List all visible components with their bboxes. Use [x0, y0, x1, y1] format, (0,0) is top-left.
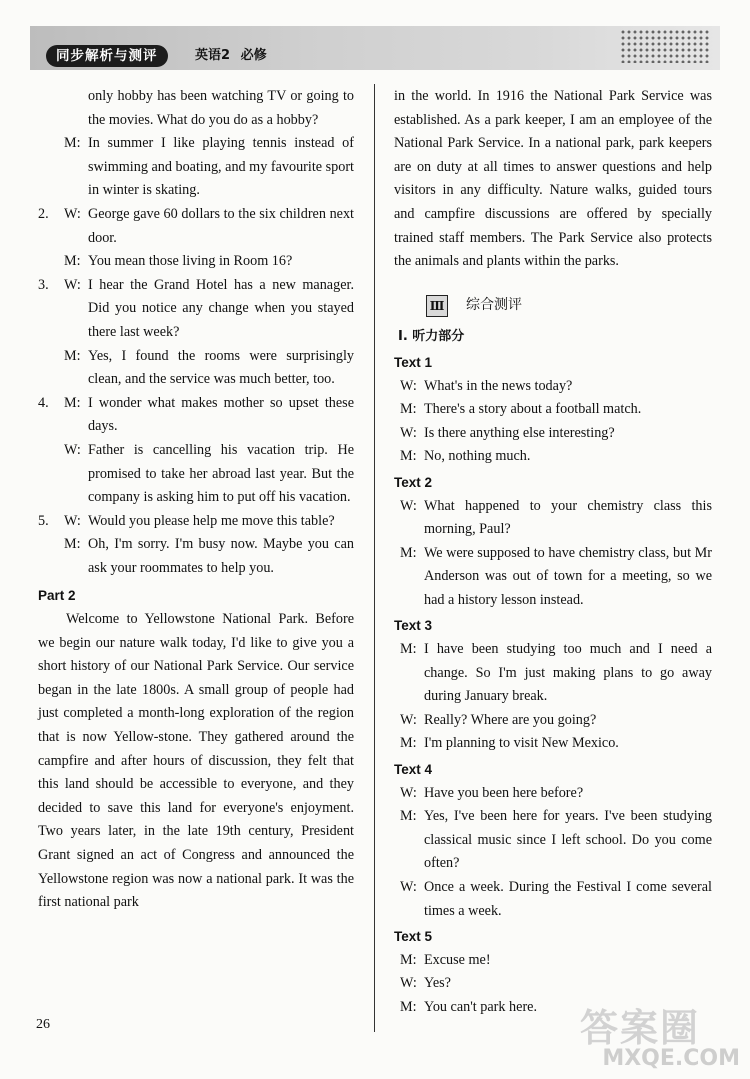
- book-title: 同步解析与测评: [46, 45, 168, 67]
- dialogue-text: Yes, I've been here for years. I've been studying classical music since I left school. Do you come often?: [424, 808, 712, 872]
- part2-passage: Welcome to Yellowstone National Park. Before we begin our nature walk today, I'd like to give you a short history of our National Park Service. Our service began in the late 1800s. A small group of people had just completed a month-long exploration of the region that is now Yellow-stone. They gathered around the campfire and after hours of discussion, they felt that this land should be accessible to everyone, and they decided to save this land for everyone's enjoyment. Two years later, in the late 19th century, President Grant signed an act of Congress and announced the Yellowstone region was now a national park. It was the first national park: [38, 611, 354, 911]
- speaker: W:: [400, 879, 417, 895]
- dialogue-text: Really? Where are you going?: [424, 711, 597, 728]
- speaker: M:: [400, 951, 417, 968]
- dialogue-text: We were supposed to have chemistry class, but Mr Anderson was out of town for a meeting, so we had a history lesson instead.: [424, 544, 712, 608]
- dialogue-line: [38, 132, 354, 203]
- speaker: M:: [400, 544, 417, 561]
- book-subtitle: [195, 45, 273, 67]
- dialogue-line: [400, 542, 712, 613]
- dialogue-line: [400, 949, 712, 973]
- page-header: [30, 26, 720, 70]
- dialogue-line: [38, 533, 354, 580]
- dialogue-item-2: [38, 203, 354, 250]
- speaker: M:: [400, 448, 417, 465]
- dialogue-text: Oh, I'm sorry. I'm busy now. Maybe you can ask your roommates to help you.: [88, 536, 354, 576]
- speaker-m: M:: [64, 135, 81, 152]
- dialogue-text: What's in the news today?: [424, 377, 573, 394]
- dialogue-text: Excuse me!: [424, 951, 491, 968]
- text-heading: Text 1: [394, 354, 433, 370]
- dialogue-text: There's a story about a football match.: [424, 401, 642, 418]
- dialogue-text: Yes, I found the rooms were surprisingly clean, and the service was much better, too.: [88, 347, 354, 388]
- dialogue-line: [400, 375, 712, 399]
- speaker: M:: [400, 808, 417, 825]
- speaker: W:: [400, 975, 417, 992]
- dialogue-item-5: [38, 510, 354, 534]
- text-heading: Text 2: [394, 474, 433, 490]
- dialogue-line: [38, 345, 354, 392]
- speaker: W:: [64, 441, 81, 458]
- column-divider: [374, 84, 375, 1032]
- volume-label: 必修: [240, 48, 267, 63]
- item-number: 3.: [38, 276, 49, 293]
- right-column: [394, 85, 712, 1020]
- page-number: 26: [36, 1017, 50, 1032]
- dialogue-line: [400, 638, 712, 709]
- dialogue-line: [400, 398, 712, 422]
- dialogue-line: [400, 732, 712, 756]
- speaker: W:: [400, 711, 417, 728]
- dialogue-text: Would you please help me move this table?: [88, 512, 335, 529]
- listening-part-heading: Ⅰ. 听力部分: [398, 329, 465, 345]
- text-heading: Text 5: [394, 929, 433, 945]
- dialogue-item-4: [38, 392, 354, 439]
- dialogue-line: [400, 445, 712, 469]
- dialogue-text: I'm planning to visit New Mexico.: [424, 735, 619, 752]
- dialogue-text: In summer I like playing tennis instead of swimming and boating, and my favourite sport in winter is skating.: [88, 135, 354, 199]
- intro-continuation: only hobby has been watching TV or going to the movies. What do you do as a hobby?: [88, 88, 354, 128]
- watermark-logo: [570, 997, 740, 1071]
- speaker: W:: [400, 377, 417, 394]
- section-title: 综合测评: [466, 296, 522, 313]
- text-heading: Text 3: [394, 618, 433, 634]
- speaker: M:: [64, 347, 81, 364]
- dialogue-line: [400, 422, 712, 446]
- item-number: 4.: [38, 394, 49, 411]
- dialogue-text: Have you been here before?: [424, 784, 584, 801]
- speaker: W:: [64, 205, 81, 222]
- dialogue-line: [400, 876, 712, 923]
- speaker: M:: [400, 641, 417, 658]
- watermark-text: 答案圈: [580, 1006, 701, 1050]
- speaker: M:: [400, 735, 417, 752]
- dialogue-text: You can't park here.: [424, 998, 538, 1015]
- speaker: W:: [64, 276, 81, 293]
- section-heading: [426, 294, 712, 318]
- dialogue-text: What happened to your chemistry class this morning, Paul?: [424, 497, 712, 538]
- dialogue-text: I have been studying too much and I need a change. So I'm just making plans to go away during January break.: [424, 641, 712, 705]
- dialogue-text: Father is cancelling his vacation trip. He promised to take her abroad last year. But the company is asking him to put off his vacation.: [88, 441, 354, 506]
- speaker: M:: [400, 401, 417, 418]
- dialogue-line: [400, 805, 712, 876]
- dialogue-item-3: [38, 274, 354, 345]
- dialogue-text: I hear the Grand Hotel has a new manager. Did you notice any change when you stayed there last week?: [88, 276, 354, 340]
- dialogue-line: [38, 250, 354, 274]
- speaker: W:: [64, 512, 81, 529]
- dialogue-text: George gave 60 dollars to the six children next door.: [88, 205, 354, 246]
- dialogue-text: I wonder what makes mother so upset these days.: [88, 394, 354, 435]
- dialogue-text: No, nothing much.: [424, 448, 531, 465]
- watermark-url: MXQE.COM: [602, 1046, 740, 1071]
- speaker: W:: [400, 784, 417, 801]
- dialogue-line: [38, 439, 354, 510]
- dialogue-text: Yes?: [424, 975, 451, 992]
- speaker: M:: [64, 536, 81, 553]
- speaker: M:: [400, 998, 417, 1015]
- subject-label: 英语2: [195, 48, 231, 63]
- speaker: W:: [400, 424, 417, 441]
- item-number: 5.: [38, 512, 49, 529]
- dialogue-line: [400, 495, 712, 542]
- item-number: 2.: [38, 205, 49, 222]
- speaker: M:: [64, 253, 81, 270]
- text-heading: Text 4: [394, 762, 433, 778]
- dialogue-line: [400, 709, 712, 733]
- dialogue-text: Is there anything else interesting?: [424, 424, 615, 441]
- section-number-box: Ⅲ: [426, 295, 448, 317]
- speaker: M:: [64, 394, 81, 411]
- dialogue-line: [400, 782, 712, 806]
- dialogue-text: Once a week. During the Festival I come several times a week.: [424, 879, 712, 919]
- speaker: W:: [400, 497, 417, 514]
- dialogue-line: [400, 972, 712, 996]
- part2-heading: Part 2: [38, 588, 76, 604]
- passage-continuation: in the world. In 1916 the National Park Service was established. As a park keeper, I am an employee of the National Park Service. In a national park, park keepers are on duty at all times to answer questions and help visitors in any difficulty. Nature walks, guided tours and campfire discussions are offered by specially trained staff members. The Park Service also protects the animals and plants within the parks.: [394, 88, 712, 270]
- header-dot-pattern: [620, 29, 710, 63]
- dialogue-text: You mean those living in Room 16?: [88, 253, 293, 270]
- left-column: [38, 85, 354, 915]
